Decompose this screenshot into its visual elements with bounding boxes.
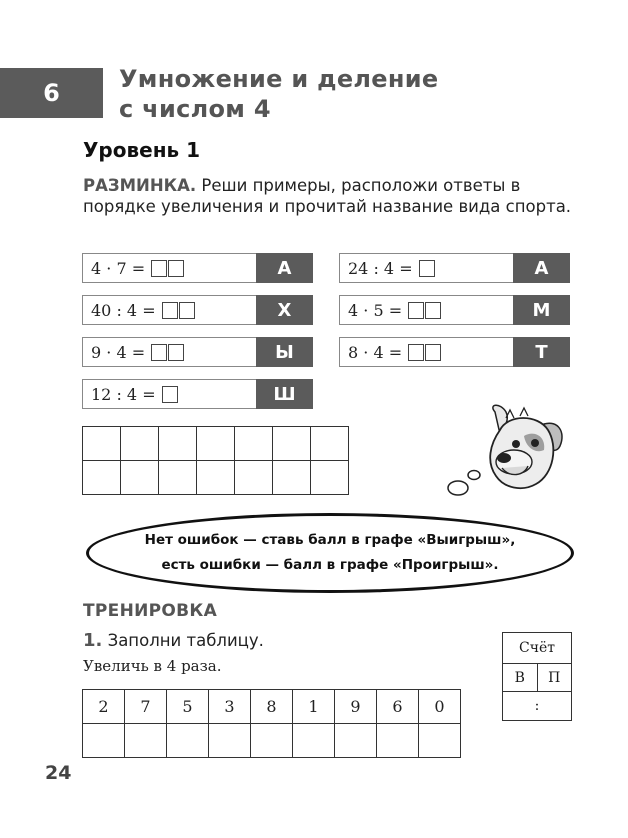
- dog-illustration: [440, 400, 570, 505]
- answer-box[interactable]: [425, 302, 441, 319]
- task-number: 1.: [83, 630, 103, 651]
- score-title: Счёт: [503, 633, 572, 664]
- answer-box[interactable]: [408, 344, 424, 361]
- exercise-expression: [82, 295, 256, 325]
- table-number-cell: 8: [251, 690, 293, 724]
- expression-text: 8 · 4 =: [348, 342, 408, 362]
- expression-text: 40 : 4 =: [91, 300, 161, 320]
- chapter-title-line1: Умножение и деление: [119, 65, 439, 93]
- table-number-cell: 2: [83, 690, 125, 724]
- exercise-row: [82, 253, 313, 285]
- exercise-expression: [82, 379, 256, 409]
- instruction-line1: Нет ошибок — ставь балл в графе «Выигрыш»,: [144, 532, 516, 548]
- exercise-letter: Ы: [256, 337, 313, 367]
- answer-box[interactable]: [151, 344, 167, 361]
- table-answer-cell[interactable]: [293, 724, 335, 758]
- exercise-expression: [339, 337, 513, 367]
- exercise-row: [82, 379, 313, 411]
- exercise-expression: [82, 253, 256, 283]
- table-answer-cell[interactable]: [125, 724, 167, 758]
- task-1: [83, 630, 264, 651]
- answer-grid-cell[interactable]: [235, 461, 273, 495]
- answer-box[interactable]: [425, 344, 441, 361]
- exercise-letter: М: [513, 295, 570, 325]
- table-number-cell: 5: [167, 690, 209, 724]
- table-answer-cell[interactable]: [167, 724, 209, 758]
- chapter-title-line2: с числом 4: [119, 95, 271, 123]
- table-answer-cell[interactable]: [419, 724, 461, 758]
- answer-grid-cell[interactable]: [311, 427, 349, 461]
- answer-grid-cell[interactable]: [311, 461, 349, 495]
- score-win-label: В: [503, 664, 538, 692]
- exercise-row: [339, 295, 570, 327]
- exercise-letter: Х: [256, 295, 313, 325]
- answer-box[interactable]: [408, 302, 424, 319]
- table-number-cell: 7: [125, 690, 167, 724]
- expression-text: 9 · 4 =: [91, 342, 151, 362]
- table-number-cell: 9: [335, 690, 377, 724]
- exercise-expression: [339, 295, 513, 325]
- answer-grid-cell[interactable]: [197, 461, 235, 495]
- warmup-paragraph: [83, 175, 583, 217]
- warmup-keyword: РАЗМИНКА.: [83, 176, 197, 195]
- answer-grid-cell[interactable]: [121, 427, 159, 461]
- exercise-expression: [339, 253, 513, 283]
- answer-box[interactable]: [179, 302, 195, 319]
- expression-text: 4 · 7 =: [91, 258, 151, 278]
- exercise-expression: [82, 337, 256, 367]
- score-box: [502, 632, 572, 721]
- answer-grid-cell[interactable]: [159, 427, 197, 461]
- table-answer-cell[interactable]: [209, 724, 251, 758]
- table-answer-cell[interactable]: [335, 724, 377, 758]
- task-instruction: Увеличь в 4 раза.: [83, 657, 222, 675]
- answer-grid-cell[interactable]: [159, 461, 197, 495]
- training-heading: ТРЕНИРОВКА: [83, 601, 218, 621]
- answer-grid-cell[interactable]: [121, 461, 159, 495]
- answer-grid-cell[interactable]: [235, 427, 273, 461]
- chapter-title: [119, 64, 438, 124]
- answer-box[interactable]: [162, 302, 178, 319]
- table-number-cell: 3: [209, 690, 251, 724]
- exercise-row: [339, 337, 570, 369]
- table-answer-cell[interactable]: [83, 724, 125, 758]
- exercise-letter: Т: [513, 337, 570, 367]
- level-heading: Уровень 1: [83, 138, 201, 162]
- answer-grid-cell[interactable]: [83, 461, 121, 495]
- answer-box[interactable]: [162, 386, 178, 403]
- page-number: 24: [45, 762, 72, 784]
- exercise-row: [82, 337, 313, 369]
- exercise-letter: А: [256, 253, 313, 283]
- answer-box[interactable]: [151, 260, 167, 277]
- task-text: Заполни таблицу.: [102, 631, 264, 650]
- expression-text: 4 · 5 =: [348, 300, 408, 320]
- expression-text: 24 : 4 =: [348, 258, 418, 278]
- instruction-line2: есть ошибки — балл в графе «Проигрыш».: [161, 557, 499, 573]
- answer-box[interactable]: [168, 260, 184, 277]
- exercise-letter: А: [513, 253, 570, 283]
- answer-grid-cell[interactable]: [273, 461, 311, 495]
- chapter-number: 6: [43, 79, 60, 107]
- table-number-cell: 0: [419, 690, 461, 724]
- exercise-row: [339, 253, 570, 285]
- answer-grid-cell[interactable]: [273, 427, 311, 461]
- score-lose-label: П: [537, 664, 572, 692]
- score-value[interactable]: :: [503, 692, 572, 721]
- answer-grid-cell[interactable]: [83, 427, 121, 461]
- warmup-text: Реши примеры, расположи ответы в порядке увеличения и прочитай название вида спорта.: [83, 176, 572, 216]
- table-answer-cell[interactable]: [377, 724, 419, 758]
- instruction-text: [86, 528, 574, 578]
- multiply-table: [82, 689, 461, 758]
- exercise-letter: Ш: [256, 379, 313, 409]
- answer-box[interactable]: [168, 344, 184, 361]
- answer-grid-cell[interactable]: [197, 427, 235, 461]
- exercise-row: [82, 295, 313, 327]
- table-number-cell: 6: [377, 690, 419, 724]
- answer-grid: [82, 426, 349, 495]
- chapter-number-box: [0, 68, 103, 118]
- table-answer-cell[interactable]: [251, 724, 293, 758]
- table-number-cell: 1: [293, 690, 335, 724]
- expression-text: 12 : 4 =: [91, 384, 161, 404]
- answer-box[interactable]: [419, 260, 435, 277]
